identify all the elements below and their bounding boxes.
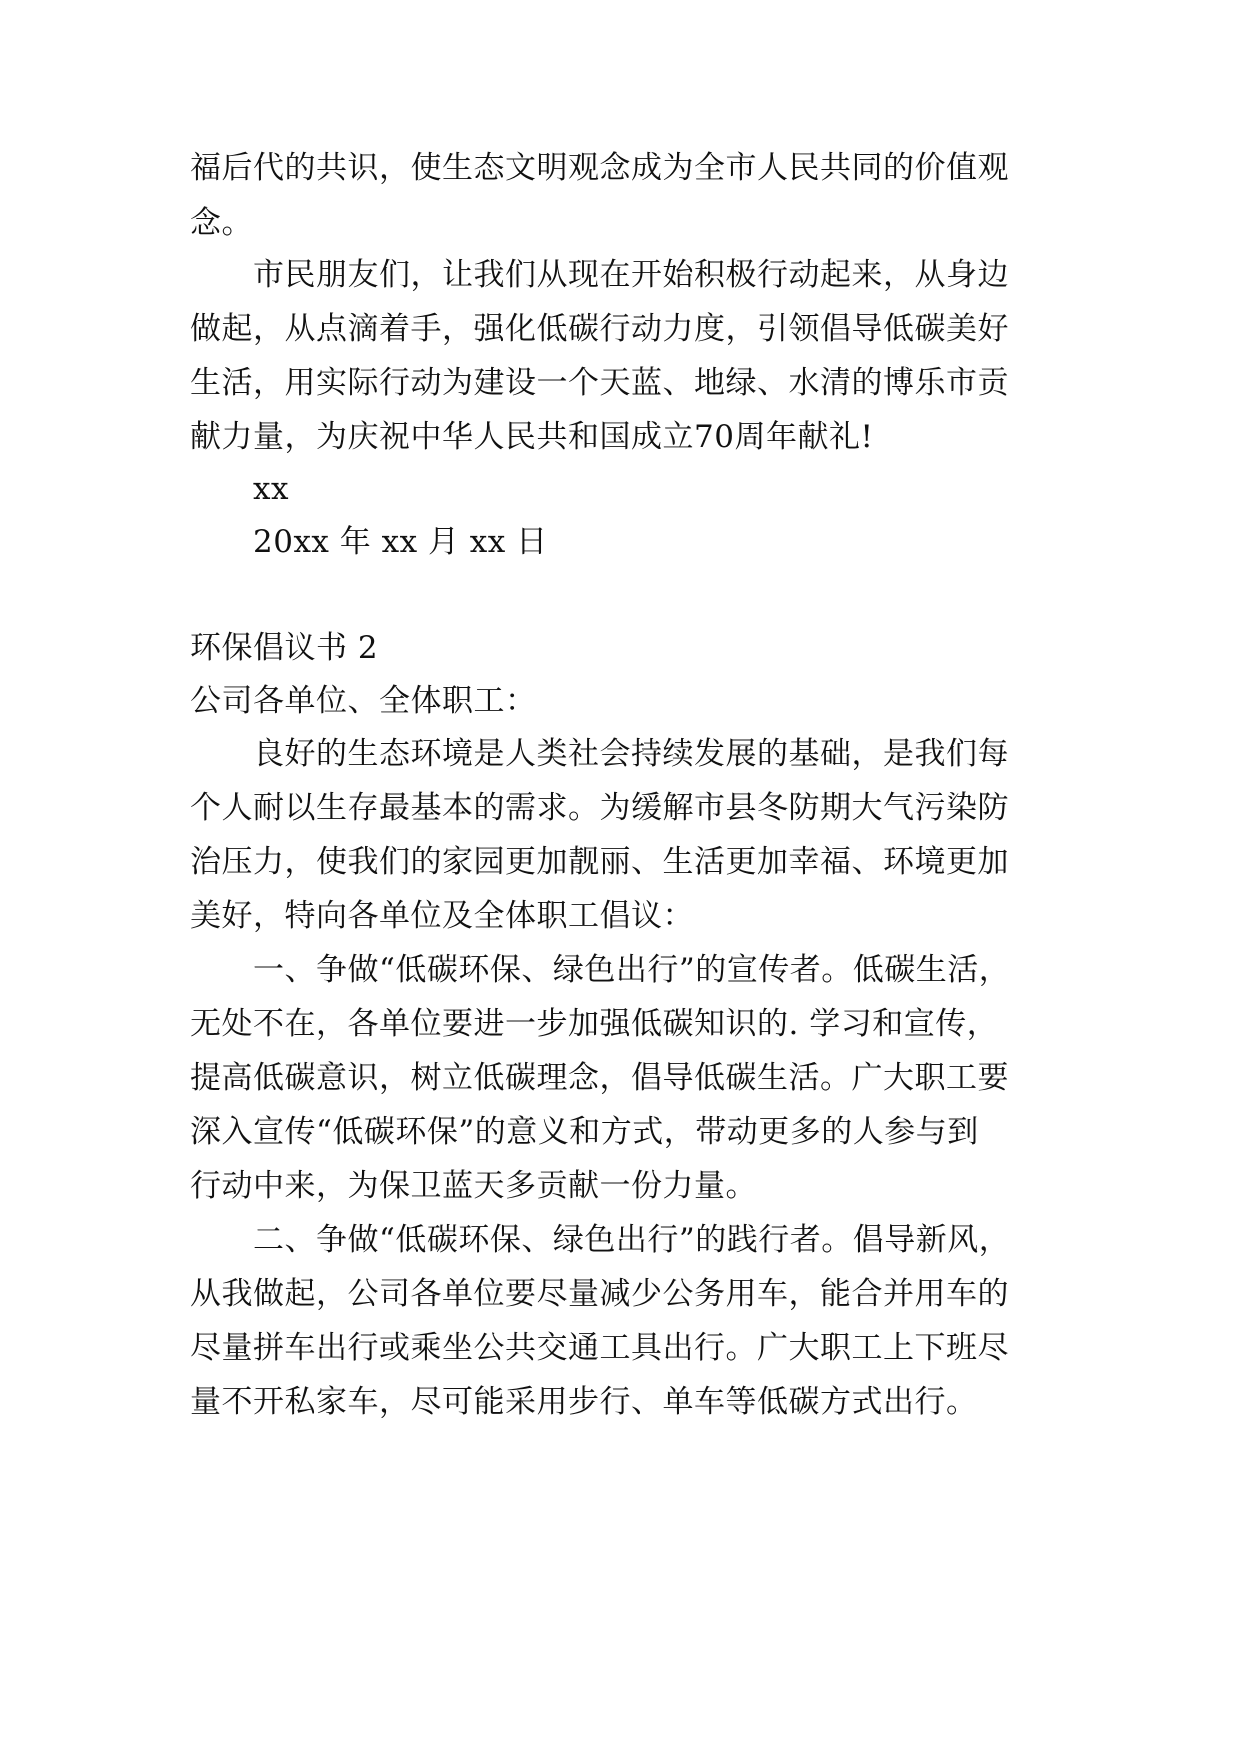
section-title: 环保倡议书 2 bbox=[190, 630, 379, 666]
paragraph-line: 行动中来，为保卫蓝天多贡献一份力量。 bbox=[190, 1168, 757, 1204]
paragraph-line: 无处不在，各单位要进一步加强低碳知识的. 学习和宣传， bbox=[190, 1006, 999, 1042]
paragraph-line: 提高低碳意识，树立低碳理念，倡导低碳生活。广大职工要 bbox=[190, 1060, 1009, 1096]
paragraph-line: 个人耐以生存最基本的需求。为缓解市县冬防期大气污染防 bbox=[190, 790, 1009, 826]
paragraph-line: 市民朋友们，让我们从现在开始积极行动起来，从身边 bbox=[253, 257, 1009, 293]
paragraph-line: 二、争做“低碳环保、绿色出行”的践行者。倡导新风， bbox=[253, 1222, 1011, 1258]
paragraph-line: 量不开私家车，尽可能采用步行、单车等低碳方式出行。 bbox=[190, 1384, 978, 1420]
paragraph-line: 尽量拼车出行或乘坐公共交通工具出行。广大职工上下班尽 bbox=[190, 1330, 1009, 1366]
date: 20xx 年 xx 月 xx 日 bbox=[253, 524, 548, 560]
paragraph-line: 一、争做“低碳环保、绿色出行”的宣传者。低碳生活， bbox=[253, 952, 1011, 988]
paragraph-line: 深入宣传“低碳环保”的意义和方式，带动更多的人参与到 bbox=[190, 1114, 979, 1150]
paragraph-line: 良好的生态环境是人类社会持续发展的基础，是我们每 bbox=[253, 736, 1009, 772]
paragraph-line: 献力量，为庆祝中华人民共和国成立70周年献礼! bbox=[190, 419, 874, 455]
paragraph-line: 念。 bbox=[190, 205, 253, 241]
paragraph-line: 美好，特向各单位及全体职工倡议： bbox=[190, 898, 694, 934]
paragraph-line: 福后代的共识，使生态文明观念成为全市人民共同的价值观 bbox=[190, 150, 1009, 186]
paragraph-line: 治压力，使我们的家园更加靓丽、生活更加幸福、环境更加 bbox=[190, 844, 1009, 880]
paragraph-line: 生活，用实际行动为建设一个天蓝、地绿、水清的博乐市贡 bbox=[190, 365, 1009, 401]
signature: xx bbox=[253, 471, 289, 507]
paragraph-line: 做起，从点滴着手，强化低碳行动力度，引领倡导低碳美好 bbox=[190, 311, 1009, 347]
paragraph-line: 从我做起，公司各单位要尽量减少公务用车，能合并用车的 bbox=[190, 1276, 1009, 1312]
salutation: 公司各单位、全体职工： bbox=[190, 683, 537, 719]
